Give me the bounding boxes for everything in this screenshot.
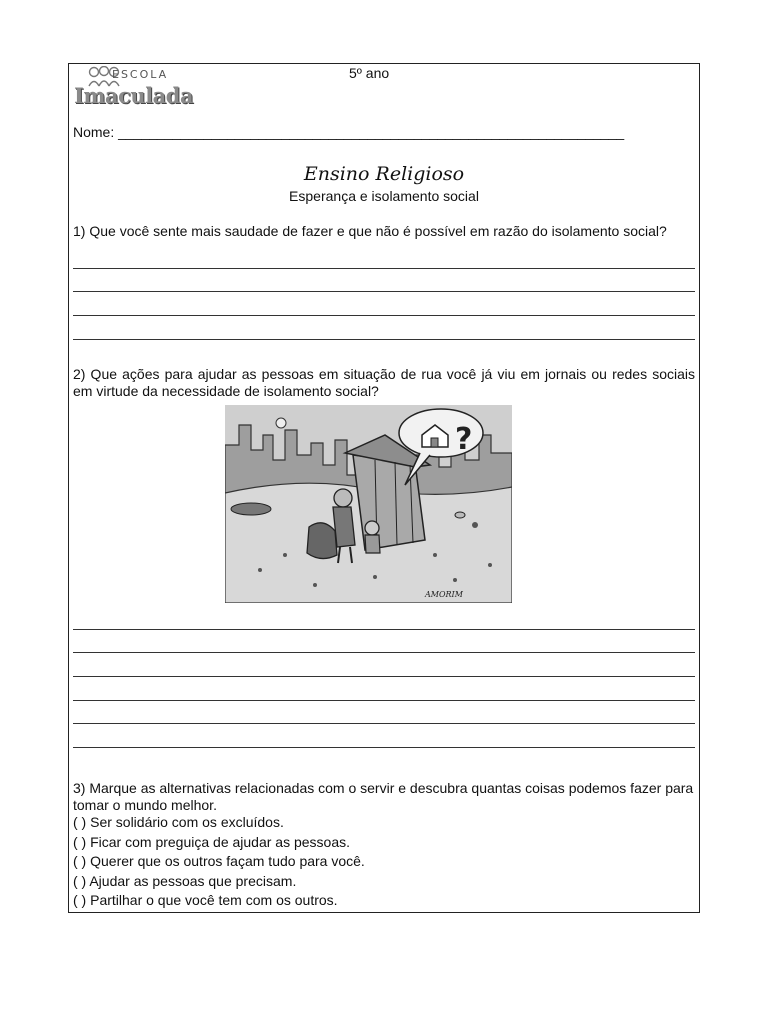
page-subtitle: Esperança e isolamento social — [289, 188, 479, 204]
answer-line[interactable] — [73, 700, 695, 701]
answer-line[interactable] — [73, 723, 695, 724]
answer-line[interactable] — [73, 291, 695, 292]
svg-text:?: ? — [455, 422, 473, 457]
school-logo — [72, 66, 194, 110]
logo-imaculada-text: Imaculada — [74, 83, 194, 108]
option-item[interactable]: ( ) Partilhar o que você tem com os outros. — [73, 892, 338, 908]
option-item[interactable]: ( ) Ficar com preguiça de ajudar as pessoas. — [73, 834, 351, 850]
answer-line[interactable] — [73, 268, 695, 269]
answer-line[interactable] — [73, 652, 695, 653]
answer-line[interactable] — [73, 629, 695, 630]
answer-line[interactable] — [73, 315, 695, 316]
option-item[interactable]: ( ) Querer que os outros façam tudo para você. — [73, 853, 365, 869]
option-item[interactable]: ( ) Ser solidário com os excluídos. — [73, 814, 284, 830]
question-2: 2) Que ações para ajudar as pessoas em situação de rua você já viu em jornais ou redes sociais em virtude da necessidade de isolamento social? — [73, 366, 695, 399]
grade-label: 5º ano — [349, 65, 390, 81]
answer-line[interactable] — [73, 747, 695, 748]
page-title: Ensino Religioso — [303, 163, 465, 185]
answer-line[interactable] — [73, 676, 695, 677]
answer-line[interactable] — [73, 339, 695, 340]
question-3: 3) Marque as alternativas relacionadas com o servir e descubra quantas coisas podemos fazer para tomar o mundo melhor. — [73, 780, 694, 813]
logo-escola-text: ESCOLA — [112, 68, 169, 81]
cartoon-signature: AMORIM — [425, 590, 463, 599]
name-field[interactable]: Nome: _________________________________________________________________ — [73, 124, 625, 140]
option-item[interactable]: ( ) Ajudar as pessoas que precisam. — [73, 873, 297, 889]
homeless-cartoon-image — [225, 405, 512, 603]
question-1: 1) Que você sente mais saudade de fazer e que não é possível em razão do isolamento social? — [73, 223, 667, 239]
